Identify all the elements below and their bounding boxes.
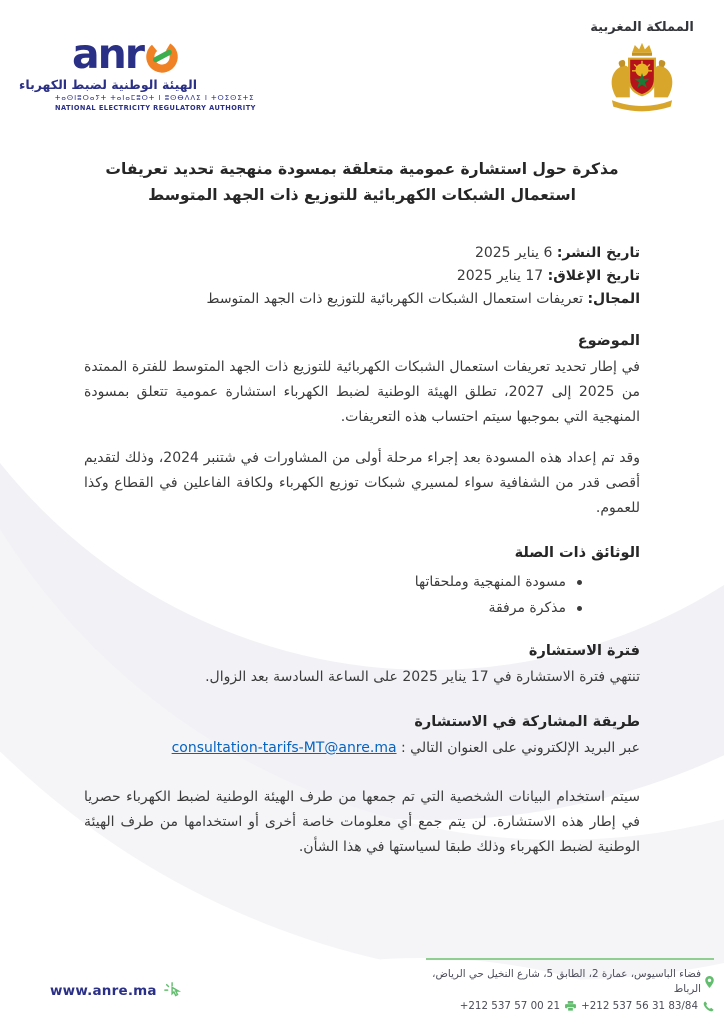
privacy-paragraph: سيتم استخدام البيانات الشخصية التي تم جمعها من طرف الهيئة الوطنية لضبط الكهرباء حصريا في إطار هذه الاستشارة. لن يتم جمع أي معلومات خاصة أخرى أو استخدامها من طرف الهيئة الوطنية لضبط الكهرباء وذلك طبقا لسياستها في هذا الشأن. bbox=[84, 789, 640, 855]
list-item: مسودة المنهجية وملحقاتها bbox=[84, 569, 582, 595]
address-text: فضاء الباسيوس، عمارة 2، الطابق 5، شارع النخيل حي الرياض، الرباط bbox=[432, 968, 701, 995]
anre-logo bbox=[19, 30, 256, 112]
morocco-coat-of-arms-icon bbox=[599, 38, 685, 118]
domain-value: تعريفات استعمال الشبكات الكهربائية للتوزيع ذات الجهد المتوسط bbox=[206, 291, 583, 307]
fax-icon bbox=[565, 1001, 576, 1011]
publish-date-value: 6 يناير 2025 bbox=[474, 245, 553, 261]
participation-heading: طريقة المشاركة في الاستشارة bbox=[414, 714, 640, 730]
list-item: مذكرة مرفقة bbox=[84, 595, 582, 621]
document-body bbox=[84, 156, 640, 860]
anre-arabic-name: الهيئة الوطنية لضبط الكهرباء bbox=[19, 77, 197, 92]
publish-date-label: تاريخ النشر: bbox=[556, 245, 640, 261]
phone-icon bbox=[703, 1001, 714, 1012]
address-line bbox=[426, 967, 714, 997]
phones-line bbox=[426, 998, 714, 1014]
period-heading: فترة الاستشارة bbox=[528, 643, 640, 659]
participation-line bbox=[84, 736, 640, 761]
click-hand-icon bbox=[164, 982, 182, 1000]
participation-text: عبر البريد الإلكتروني على العنوان التالي : bbox=[401, 740, 640, 756]
anre-wordmark-text: anr bbox=[71, 30, 144, 78]
consultation-email-link[interactable]: consultation-tarifs-MT@anre.ma bbox=[171, 740, 397, 756]
publish-date-line bbox=[84, 242, 640, 265]
footer-divider bbox=[426, 958, 714, 960]
fax-number: +212 537 57 00 21 bbox=[459, 1000, 561, 1012]
close-date-line bbox=[84, 265, 640, 288]
close-date-label: تاريخ الإغلاق: bbox=[547, 268, 640, 284]
kingdom-label: المملكة المغربية bbox=[590, 20, 694, 35]
domain-label: المجال: bbox=[587, 291, 640, 307]
documents-list bbox=[84, 569, 640, 621]
page-title: مذكرة حول استشارة عمومية متعلقة بمسودة منهجية تحديد تعريفات استعمال الشبكات الكهربائية للتوزيع ذات الجهد المتوسط bbox=[105, 160, 619, 204]
domain-line bbox=[84, 288, 640, 311]
location-pin-icon bbox=[705, 976, 714, 988]
subject-paragraph-2: وقد تم إعداد هذه المسودة بعد إجراء مرحلة أولى من المشاورات في شتنبر 2024، وذلك لتقديم أقصى قدر من الشفافية سواء لمسيري شبكات توزيع الكهرباء ولكافة الفاعلين في القطاع وكذا للعموم. bbox=[84, 450, 640, 516]
phone-number: +212 537 56 31 83/84 bbox=[581, 1000, 698, 1012]
anre-e-mark-icon bbox=[144, 38, 180, 74]
close-date-value: 17 يناير 2025 bbox=[456, 268, 544, 284]
subject-heading: الموضوع bbox=[577, 333, 640, 349]
website-url[interactable]: www.anre.ma bbox=[50, 983, 157, 999]
period-text: تنتهي فترة الاستشارة في 17 يناير 2025 على الساعة السادسة بعد الزوال. bbox=[205, 669, 640, 685]
subject-paragraph-1: في إطار تحديد تعريفات استعمال الشبكات الكهربائية للتوزيع ذات الجهد المتوسط للفترة الممتدة من 2025 إلى 2027، تطلق الهيئة الوطنية لضبط الكهرباء استشارة عمومية تتعلق بمسودة المنهجية التي بموجبها سيتم احتساب هذه التعريفات. bbox=[84, 359, 640, 425]
documents-heading: الوثائق ذات الصلة bbox=[514, 545, 640, 561]
meta-block bbox=[84, 242, 640, 311]
anre-wordmark bbox=[55, 30, 197, 78]
kingdom-block bbox=[584, 20, 700, 122]
anre-english-name: NATIONAL ELECTRICITY REGULATORY AUTHORITY bbox=[55, 104, 256, 112]
footer-website[interactable] bbox=[50, 982, 182, 1000]
footer-contact bbox=[426, 958, 714, 1014]
anre-tifinagh-name: ⵜⴰⵙⵏⵓⵔⴰⵢⵜ ⵜⴰⵏⴰⵎⵓⵔⵜ ⵏ ⵓⵙⴱⴷⴷⵉ ⵏ ⵜⵔⵉⵙⵉⵜⵉ bbox=[55, 94, 255, 102]
